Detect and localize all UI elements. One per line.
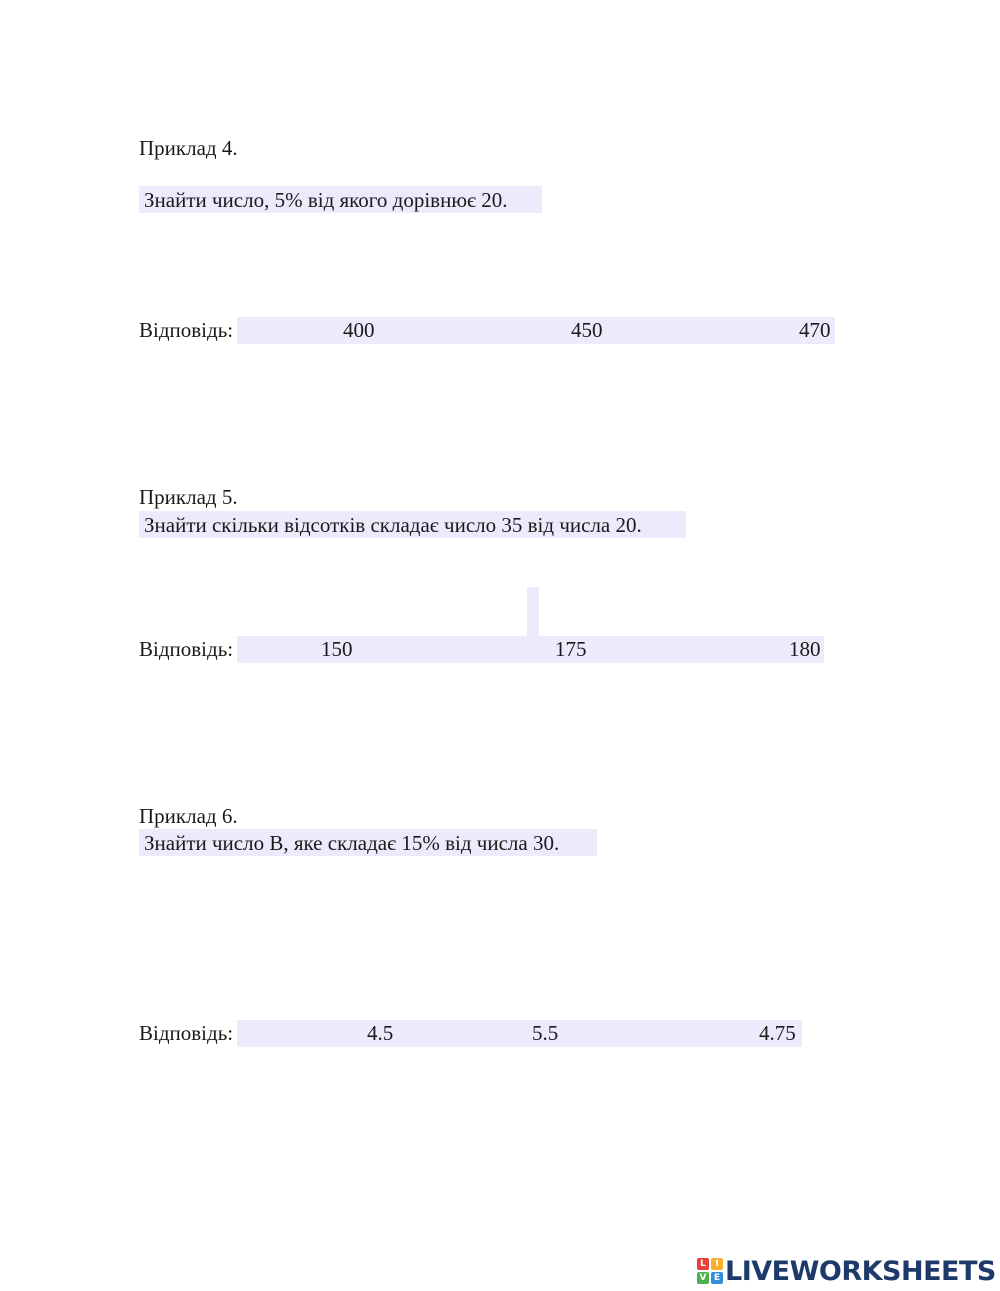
example5-option-1[interactable]: 150 [321, 637, 353, 661]
example4-option-1[interactable]: 400 [343, 318, 375, 342]
example6-answer-row [139, 1020, 802, 1047]
liveworksheets-logo-icon [697, 1258, 723, 1284]
example5-title: Приклад 5. [139, 485, 238, 509]
example5-option-2[interactable]: 175 [555, 637, 587, 661]
liveworksheets-logo [697, 1256, 996, 1286]
example6-option-3[interactable]: 4.75 [759, 1021, 796, 1045]
example6-task: Знайти число В, яке складає 15% від числа 30. [144, 831, 560, 855]
example5-option-3[interactable]: 180 [789, 637, 821, 661]
example4-answer-row [139, 317, 835, 344]
example6-title: Приклад 6. [139, 804, 238, 828]
example5-task: Знайти скільки відсотків складає число 35 від числа 20. [144, 513, 642, 537]
example5-answer-row [139, 636, 824, 663]
liveworksheets-logo-text: LIVEWORKSHEETS [725, 1255, 996, 1287]
example6-answer-label: Відповідь: [139, 1020, 237, 1047]
example6-option-2[interactable]: 5.5 [532, 1021, 559, 1045]
example6-option-1[interactable]: 4.5 [367, 1021, 394, 1045]
logo-letter-i: I [711, 1258, 723, 1270]
logo-letter-v: V [697, 1272, 709, 1284]
logo-letter-e: E [711, 1272, 723, 1284]
example4-task: Знайти число, 5% від якого дорівнює 20. [144, 188, 508, 212]
example5-drop-slot[interactable] [527, 587, 539, 637]
example4-answer-label: Відповідь: [139, 317, 237, 344]
example4-option-2[interactable]: 450 [571, 318, 603, 342]
example5-answer-label: Відповідь: [139, 636, 237, 663]
logo-letter-l: L [697, 1258, 709, 1270]
example4-option-3[interactable]: 470 [799, 318, 831, 342]
example4-title: Приклад 4. [139, 136, 238, 160]
